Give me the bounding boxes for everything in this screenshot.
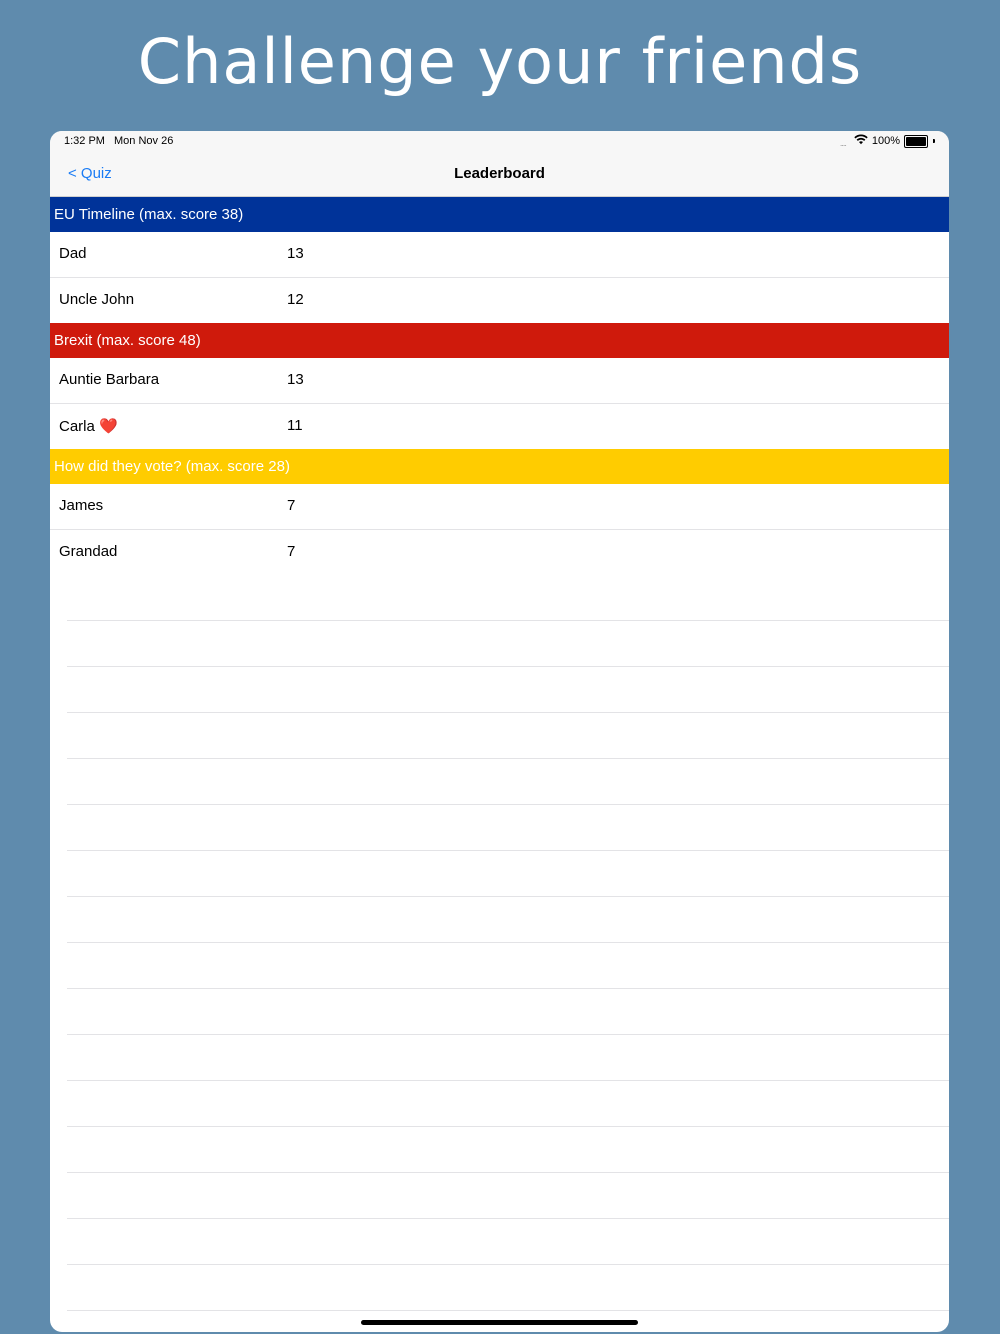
leaderboard-row[interactable] [50, 484, 949, 530]
section-header: Brexit (max. score 48) [50, 323, 949, 358]
player-score: 13 [287, 245, 304, 262]
battery-percent: 100% [871, 135, 900, 147]
empty-row [67, 1173, 949, 1219]
section-header: How did they vote? (max. score 28) [50, 449, 949, 484]
empty-row [67, 667, 949, 713]
empty-row [67, 1081, 949, 1127]
signal-icon: .... [839, 138, 846, 148]
empty-rows [50, 575, 949, 1311]
status-bar [50, 131, 949, 153]
player-score: 7 [287, 543, 296, 560]
player-name: Auntie Barbara [59, 371, 160, 388]
status-right-group [840, 134, 935, 148]
player-name: James [59, 497, 104, 514]
section-header: EU Timeline (max. score 38) [50, 197, 949, 232]
wifi-icon [854, 134, 868, 148]
player-score: 13 [287, 371, 304, 388]
leaderboard-row[interactable] [50, 358, 949, 404]
back-button[interactable]: < Quiz [68, 165, 112, 182]
leaderboard-row[interactable] [50, 530, 949, 575]
home-indicator[interactable] [361, 1320, 638, 1325]
leaderboard-list[interactable] [50, 197, 949, 575]
empty-row [67, 1035, 949, 1081]
empty-row [67, 851, 949, 897]
empty-row [67, 1265, 949, 1311]
empty-row [67, 575, 949, 621]
empty-row [67, 759, 949, 805]
navigation-bar [50, 153, 949, 197]
leaderboard-row[interactable] [50, 404, 949, 449]
empty-row [67, 1219, 949, 1265]
status-time: 1:32 PM [64, 135, 105, 147]
leaderboard-row[interactable] [50, 232, 949, 278]
status-date: Mon Nov 26 [114, 135, 174, 147]
battery-fill [906, 137, 926, 146]
empty-row [67, 897, 949, 943]
battery-icon [904, 135, 928, 148]
empty-row [67, 1127, 949, 1173]
empty-row [67, 943, 949, 989]
empty-row [67, 989, 949, 1035]
player-name: Dad [59, 245, 87, 262]
battery-tip [933, 139, 935, 143]
player-score: 7 [287, 497, 296, 514]
empty-row [67, 621, 949, 667]
page-title: Leaderboard [454, 165, 545, 182]
empty-row [67, 805, 949, 851]
device-screen [50, 131, 949, 1332]
headline: Challenge your friends [137, 25, 863, 98]
leaderboard-row[interactable] [50, 278, 949, 323]
player-score: 12 [287, 291, 304, 308]
empty-row [67, 713, 949, 759]
player-name: Uncle John [59, 291, 135, 308]
player-score: 11 [287, 417, 303, 434]
player-name: Grandad [59, 543, 118, 560]
player-name: Carla ❤️ [59, 418, 118, 435]
